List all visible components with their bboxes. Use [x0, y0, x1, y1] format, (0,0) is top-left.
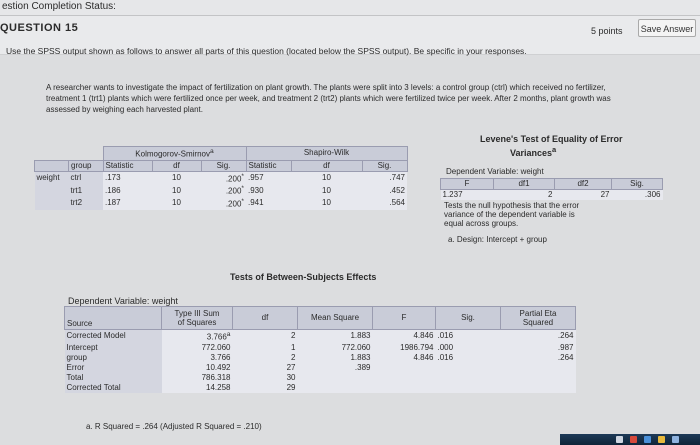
col-eta-line-1: Partial Eta	[519, 309, 557, 318]
status-bar	[0, 0, 700, 16]
cell: .987	[501, 343, 576, 353]
levene-note-line-3: equal across groups.	[444, 219, 519, 228]
cell: 2	[233, 353, 298, 363]
cell: 1986.794	[373, 343, 436, 353]
cell: .564	[362, 197, 407, 210]
cell: 14.258	[162, 383, 233, 393]
between-footnote: a. R Squared = .264 (Adjusted R Squared = .210)	[86, 422, 262, 431]
col-ks-df: df	[152, 160, 201, 171]
scenario-line-1: A researcher wants to investigate the impact of fertilization on plant growth. The plants were split into 3 levels: a control group (ctrl) which received no fertilizer,	[46, 83, 606, 92]
cell: 10.492	[162, 363, 233, 373]
cell	[436, 373, 501, 383]
cell: .264	[501, 353, 576, 363]
cell	[436, 363, 501, 373]
cell: 10	[152, 184, 201, 197]
taskbar-app-icon[interactable]	[658, 436, 665, 443]
table-row	[65, 330, 576, 343]
instructions-text: Use the SPSS output shown as follows to answer all parts of this question (located below the SPSS output). Be specific in your responses.	[6, 46, 527, 56]
cell	[373, 383, 436, 393]
normality-tests-table	[34, 146, 408, 210]
cell: 2	[233, 330, 298, 343]
cell: 10	[152, 171, 201, 184]
row-group: trt1	[69, 184, 104, 197]
col-ms: Mean Square	[298, 307, 373, 330]
cell	[162, 330, 233, 343]
col-ks-statistic: Statistic	[103, 160, 152, 171]
cell: .930	[246, 184, 291, 197]
cell: 30	[233, 373, 298, 383]
cell: .264	[501, 330, 576, 343]
cell	[501, 373, 576, 383]
table-row	[441, 190, 663, 201]
row-source: Intercept	[65, 343, 162, 353]
star-sup: *	[241, 197, 244, 205]
col-sw-df: df	[291, 160, 362, 171]
levene-table	[440, 178, 663, 200]
cell-value: .200	[225, 186, 242, 196]
cell	[201, 184, 246, 197]
col-eta-line-2: Squared	[522, 318, 554, 327]
levene-title-sup: a	[552, 145, 557, 154]
ks-sup: a	[210, 148, 214, 155]
col-df2: df2	[555, 179, 612, 190]
question-title: QUESTION 15	[0, 22, 79, 34]
row-source: Corrected Model	[65, 330, 162, 343]
ks-title: Kolmogorov-Smirnov	[135, 149, 210, 159]
cell: 10	[291, 197, 362, 210]
cell: .186	[103, 184, 152, 197]
cell: 27	[233, 363, 298, 373]
cell	[201, 197, 246, 210]
col-f: F	[373, 307, 436, 330]
cell: 4.846	[373, 330, 436, 343]
cell: .173	[103, 171, 152, 184]
levene-note-line-2: variance of the dependent variable is	[444, 210, 575, 219]
taskbar-app-icon[interactable]	[616, 436, 623, 443]
table-row	[65, 363, 576, 373]
col-ss-line-2: of Squares	[177, 318, 217, 327]
cell: .389	[298, 363, 373, 373]
cell: .941	[246, 197, 291, 210]
col-source: Source	[65, 307, 162, 330]
table-row	[65, 343, 576, 353]
cell: 29	[233, 383, 298, 393]
cell: 786.318	[162, 373, 233, 383]
cell: .000	[436, 343, 501, 353]
cell-value: .200	[225, 199, 242, 209]
scenario-line-3: assessed by weighing each harvested plant.	[46, 105, 203, 114]
levene-footnote: a. Design: Intercept + group	[448, 235, 547, 244]
col-eta	[501, 307, 576, 330]
cell	[298, 383, 373, 393]
cell	[501, 363, 576, 373]
points-label: 5 points	[591, 26, 623, 36]
cell: 3.766	[162, 353, 233, 363]
row-source: group	[65, 353, 162, 363]
col-df1: df1	[494, 179, 555, 190]
levene-df1: 2	[494, 190, 555, 201]
star-sup: *	[241, 185, 244, 193]
cell: .452	[362, 184, 407, 197]
table-row	[35, 197, 408, 210]
levene-sig: .306	[612, 190, 663, 201]
row-source: Corrected Total	[65, 383, 162, 393]
cell	[436, 383, 501, 393]
cell	[201, 171, 246, 184]
sw-header: Shapiro-Wilk	[246, 147, 407, 161]
cell-value: .200	[225, 174, 242, 184]
star-sup: *	[241, 172, 244, 180]
cell: 4.846	[373, 353, 436, 363]
cell: .187	[103, 197, 152, 210]
cell: .747	[362, 171, 407, 184]
cell: .957	[246, 171, 291, 184]
taskbar-app-icon[interactable]	[630, 436, 637, 443]
cell	[373, 373, 436, 383]
cell: 772.060	[298, 343, 373, 353]
col-sig: Sig.	[436, 307, 501, 330]
col-ss-line-1: Type III Sum	[174, 309, 220, 318]
row-group: ctrl	[69, 171, 104, 184]
cell: 772.060	[162, 343, 233, 353]
ss-sup: a	[226, 331, 231, 338]
col-sw-sig: Sig.	[362, 160, 407, 171]
levene-title-line-1: Levene's Test of Equality of Error	[480, 134, 623, 144]
between-subjects-table	[64, 306, 576, 393]
row-source: Error	[65, 363, 162, 373]
table-row	[65, 353, 576, 363]
row-group: trt2	[69, 197, 104, 210]
taskbar-app-icon[interactable]	[644, 436, 651, 443]
levene-title-text: Variances	[510, 148, 553, 158]
col-sw-statistic: Statistic	[246, 160, 291, 171]
cell	[501, 383, 576, 393]
table-row	[35, 171, 408, 184]
col-df: df	[233, 307, 298, 330]
cell: 10	[291, 184, 362, 197]
cell	[298, 373, 373, 383]
col-f: F	[441, 179, 494, 190]
col-group: group	[69, 160, 104, 171]
cell: .016	[436, 353, 501, 363]
taskbar-app-icon[interactable]	[672, 436, 679, 443]
cell: 10	[291, 171, 362, 184]
col-sig: Sig.	[612, 179, 663, 190]
cell: 1.883	[298, 353, 373, 363]
table-row	[35, 184, 408, 197]
between-dependent-variable: Dependent Variable: weight	[68, 296, 178, 306]
levene-note-line-1: Tests the null hypothesis that the error	[444, 201, 580, 210]
ks-header	[103, 147, 246, 161]
cell: 10	[152, 197, 201, 210]
cell: 1.883	[298, 330, 373, 343]
table-row	[65, 373, 576, 383]
levene-df2: 27	[555, 190, 612, 201]
levene-dependent-variable: Dependent Variable: weight	[446, 167, 544, 176]
table-row	[65, 383, 576, 393]
levene-title-line-2	[510, 144, 556, 159]
levene-f: 1.237	[441, 190, 494, 201]
cell: .016	[436, 330, 501, 343]
col-ss	[162, 307, 233, 330]
row-weight-label: weight	[35, 171, 69, 184]
cell	[373, 363, 436, 373]
between-title: Tests of Between-Subjects Effects	[230, 272, 377, 282]
save-answer-button[interactable]: Save Answer	[638, 19, 696, 37]
cell: 1	[233, 343, 298, 353]
row-source: Total	[65, 373, 162, 383]
status-title: estion Completion Status:	[2, 1, 116, 12]
scenario-line-2: treatment 1 (trt1) plants which were fertilized once per week, and treatment 2 (trt2) plants which were fertilized twice per week. After 2 months, plant growth was	[46, 94, 611, 103]
col-ks-sig: Sig.	[201, 160, 246, 171]
cell-value: 3.766	[206, 332, 227, 342]
